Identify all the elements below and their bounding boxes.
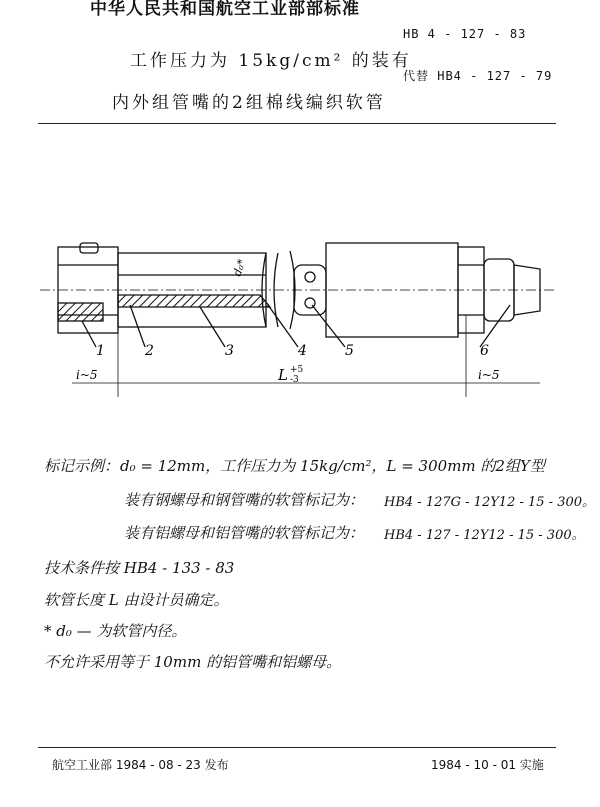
standard-number: HB 4 - 127 - 83 [403, 27, 527, 41]
marking-example-label: 标记示例： [44, 457, 120, 475]
organization-title: 中华人民共和国航空工业部部标准 [90, 0, 360, 19]
aluminum-marking-code: HB4 - 127 - 12Y12 - 15 - 300。 [384, 528, 585, 543]
d0-diameter-label: d₀* [230, 257, 249, 279]
dimension-right: i~5 [478, 368, 500, 382]
steel-marking-text: 装有钢螺母和钢管嘴的软管标记为： [124, 491, 365, 509]
replaces-standard: 代替 HB4 - 127 - 79 [403, 69, 553, 83]
callout-3: 3 [225, 343, 234, 359]
callout-6: 6 [480, 343, 489, 359]
restriction-note: 不允许采用等于 10mm 的铝管嘴和铝螺母。 [44, 653, 342, 671]
steel-marking-code: HB4 - 127G - 12Y12 - 15 - 300。 [384, 495, 596, 510]
length-note: 软管长度 L 由设计员确定。 [44, 591, 229, 609]
dimension-tolerance-upper: +5 [290, 365, 304, 375]
callout-1: 1 [96, 343, 105, 359]
dimension-tolerance-lower: -3 [290, 375, 299, 385]
effective-date: 1984 - 10 - 01 实施 [431, 758, 544, 772]
callout-5: 5 [345, 343, 354, 359]
marking-example-text: d₀ = 12mm，工作压力为 15kg/cm²，L = 300mm 的2组Y型 [120, 457, 545, 475]
aluminum-marking-text: 装有铝螺母和铝管嘴的软管标记为： [124, 524, 365, 542]
header-rule [38, 123, 556, 124]
document-title-line-1: 工作压力为 15kg/cm² 的装有 [130, 51, 412, 71]
callout-2: 2 [145, 343, 154, 359]
d0-note: * d₀ — 为软管内径。 [44, 622, 187, 640]
callout-4: 4 [298, 343, 307, 359]
issued-date: 航空工业部 1984 - 08 - 23 发布 [52, 758, 229, 772]
dimension-length: L [278, 366, 288, 384]
dimension-left: i~5 [76, 368, 98, 382]
footer-rule [38, 747, 556, 748]
document-title-line-2: 内外组管嘴的2组棉线编织软管 [112, 93, 386, 113]
technical-conditions: 技术条件按 HB4 - 133 - 83 [44, 559, 235, 577]
hose-assembly-drawing [0, 225, 600, 400]
